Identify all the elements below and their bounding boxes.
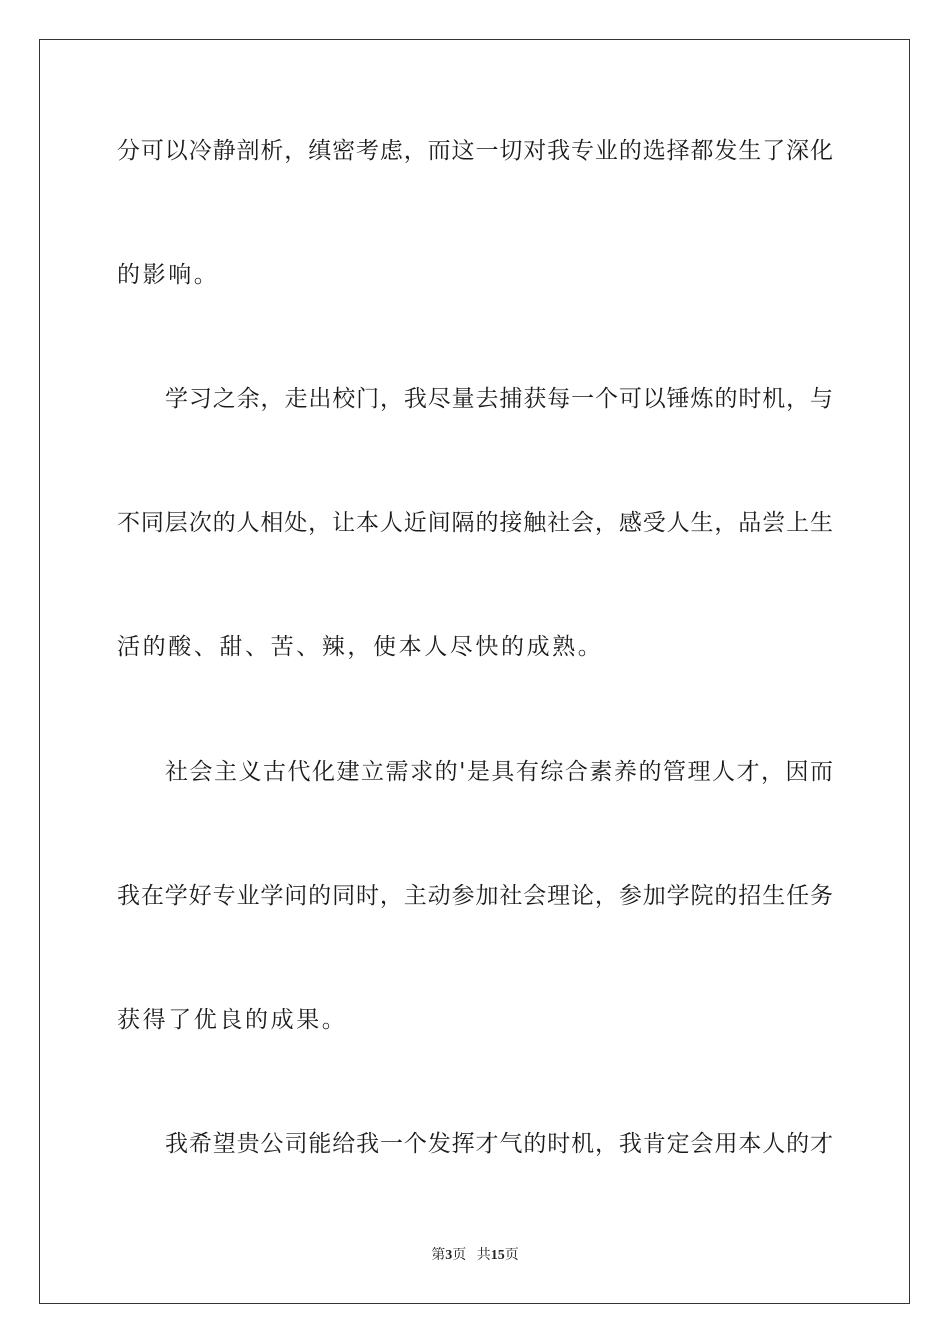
footer-total-suffix: 页 [504,1248,519,1263]
body-text-line-7: 我在学好专业学问的同时，主动参加社会理论，参加学院的招生任务 [117,883,833,909]
page-footer [0,1246,950,1266]
body-text-line-6: 社会主义古代化建立需求的'是具有综合素养的管理人才，因而 [165,759,833,785]
footer-page-number: 3 [445,1248,453,1263]
footer-page-prefix: 第 [431,1248,446,1263]
footer-total-pages: 15 [490,1248,505,1263]
body-text-line-2: 的影响。 [117,262,220,288]
body-text-line-5: 活的酸、甜、苦、辣，使本人尽快的成熟。 [117,634,604,660]
body-text-line-8: 获得了优良的成果。 [117,1007,348,1033]
page-border [39,39,910,1304]
body-text-line-1: 分可以冷静剖析，缜密考虑，而这一切对我专业的选择都发生了深化 [117,138,833,164]
body-text-line-4: 不同层次的人相处，让本人近间隔的接触社会，感受人生，品尝上生 [117,510,833,536]
body-text-line-9: 我希望贵公司能给我一个发挥才气的时机，我肯定会用本人的才 [165,1131,833,1157]
body-text-line-3: 学习之余，走出校门，我尽量去捕获每一个可以锤炼的时机，与 [165,386,833,412]
footer-total-prefix: 共 [476,1248,491,1263]
footer-page-suffix: 页 [452,1248,467,1263]
